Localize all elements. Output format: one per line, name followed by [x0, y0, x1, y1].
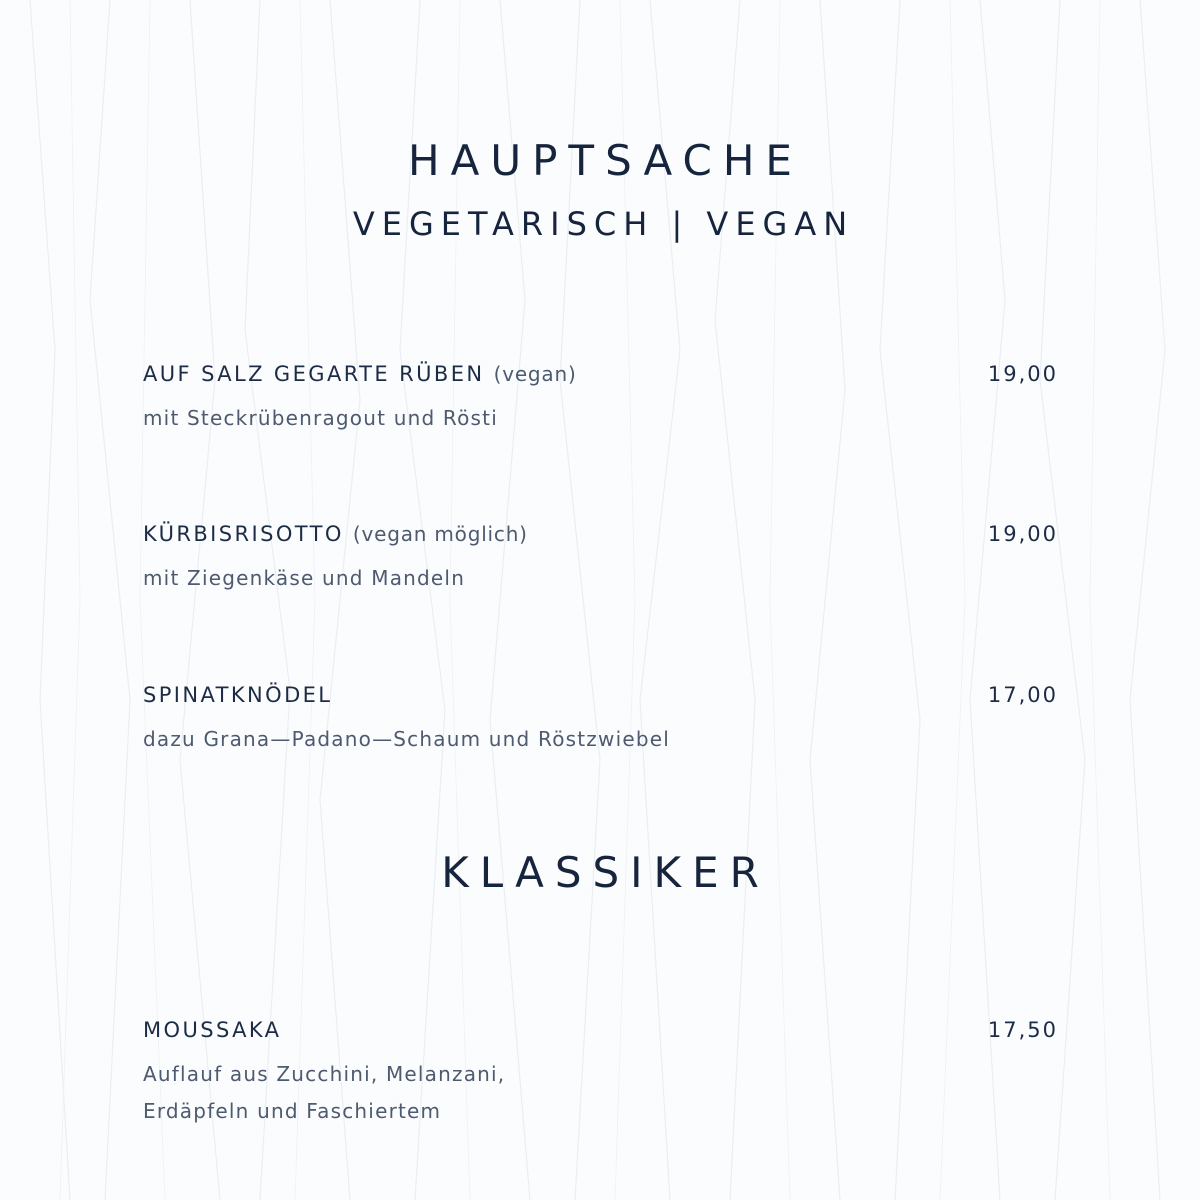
dish-name: MOUSSAKA — [143, 1018, 282, 1042]
menu-item — [143, 1018, 1058, 1130]
section-title-main-course: HAUPTSACHE — [408, 136, 803, 185]
dish-heading — [143, 522, 528, 546]
menu-item — [143, 362, 1058, 437]
dish-price: 17,50 — [987, 1018, 1058, 1042]
dish-name: AUF SALZ GEGARTE RÜBEN — [143, 362, 485, 386]
dish-description-line: dazu Grana—Padano—Schaum und Röstzwiebel — [143, 727, 670, 751]
dish-name: KÜRBISRISOTTO — [143, 522, 344, 546]
dish-note: (vegan möglich) — [352, 522, 528, 546]
dish-heading — [143, 362, 577, 386]
menu-item — [143, 683, 1058, 758]
menu-item — [143, 522, 1058, 597]
section-title-classics: KLASSIKER — [441, 848, 770, 897]
dish-price: 17,00 — [987, 683, 1058, 707]
dish-description — [143, 721, 1058, 758]
dish-description-line: Erdäpfeln und Faschiertem — [143, 1099, 442, 1123]
dish-description-line: Auflauf aus Zucchini, Melanzani, — [143, 1062, 506, 1086]
dish-heading — [143, 683, 332, 707]
dish-name: SPINATKNÖDEL — [143, 683, 333, 707]
dish-description — [143, 1056, 1058, 1130]
dish-price: 19,00 — [987, 362, 1058, 386]
dish-description — [143, 560, 1058, 597]
dish-description-line: mit Steckrübenragout und Rösti — [143, 406, 498, 430]
dish-note: (vegan) — [493, 362, 577, 386]
dish-price: 19,00 — [987, 522, 1058, 546]
dish-heading — [143, 1018, 281, 1042]
dish-description — [143, 400, 1058, 437]
section-subtitle-vegetarian-vegan: VEGETARISCH | VEGAN — [352, 205, 855, 243]
dish-description-line: mit Ziegenkäse und Mandeln — [143, 566, 466, 590]
